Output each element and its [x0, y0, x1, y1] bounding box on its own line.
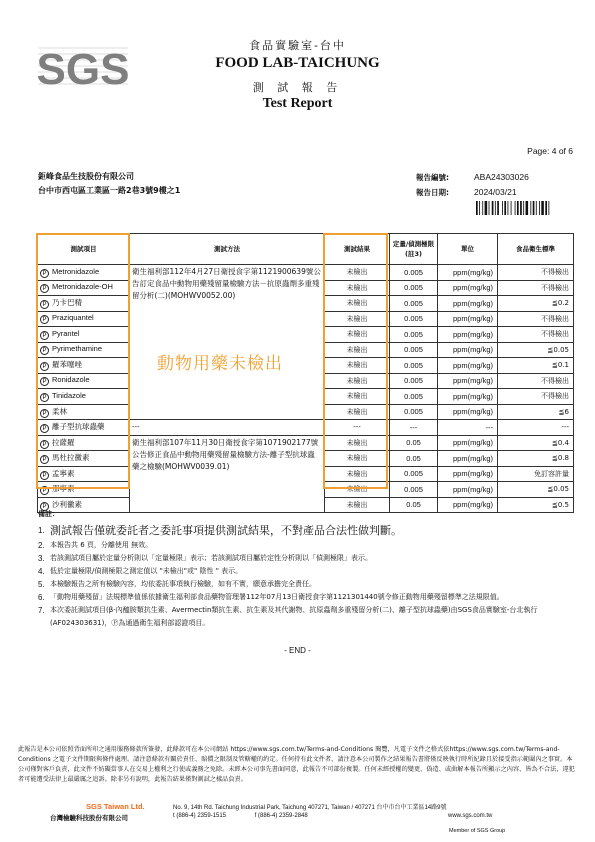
cell-unit: --- — [438, 420, 498, 436]
certified-mark-icon: P — [40, 471, 49, 480]
note-text: 若該測試項目屬於定量分析則以「定量極限」表示；若該測試項目屬於定性分析則以「偵測極限」表示。 — [50, 554, 372, 562]
cell-limit: 0.05 — [390, 451, 438, 467]
cell-unit: ppm(mg/kg) — [438, 404, 498, 420]
note-text: 本報告共 6 頁，分離使用 無效。 — [50, 541, 153, 549]
item-name: Pyrantel — [52, 328, 80, 338]
barcode — [476, 201, 570, 215]
cell-standard: 不得檢出 — [498, 327, 574, 343]
cell-standard: ≦0.2 — [498, 296, 574, 312]
cell-limit: 0.005 — [390, 373, 438, 389]
cell-result: 未檢出 — [325, 435, 390, 451]
cell-limit: --- — [390, 420, 438, 436]
note-item — [38, 591, 568, 604]
certified-mark-icon: P — [40, 315, 49, 324]
report-meta — [416, 170, 529, 200]
certified-mark-icon: P — [40, 486, 49, 495]
cell-standard: 不得檢出 — [498, 311, 574, 327]
cell-unit: ppm(mg/kg) — [438, 265, 498, 281]
page-number: Page: 4 of 6 — [527, 146, 573, 156]
col-method: 測試方法 — [130, 234, 325, 265]
certified-mark-icon: P — [40, 269, 49, 278]
client-info — [38, 170, 180, 198]
cell-result: 未檢出 — [325, 482, 390, 498]
note-text: 「動物用藥殘留」法規標準值係依據衛生福利部食品藥物管理署112年07月13日衛授食字第1121301440號令修正動物用藥殘留標準之法規限值。 — [50, 593, 504, 601]
cell-limit: 0.005 — [390, 280, 438, 296]
note-text: 本檢驗報告之所有檢驗內容，均依委託事項執行檢驗，如有不實，願意承擔完全責任。 — [50, 580, 316, 588]
note-number: 3. — [38, 554, 45, 563]
col-item: 測試項目 — [38, 234, 130, 265]
note-number: 5. — [38, 580, 45, 589]
footer-company-zh: 台灣檢驗科技股份有限公司 — [50, 814, 128, 822]
report-number: ABA24303026 — [474, 172, 529, 182]
cell-standard: 不得檢出 — [498, 265, 574, 281]
item-column-highlight — [36, 233, 130, 489]
cell-unit: ppm(mg/kg) — [438, 451, 498, 467]
cell-result: 未檢出 — [325, 451, 390, 467]
cell-method: --- — [130, 420, 325, 436]
item-name: 馬杜拉黴素 — [52, 453, 90, 463]
cell-unit: ppm(mg/kg) — [438, 435, 498, 451]
item-name: 那寧素 — [52, 484, 75, 494]
cell-standard: 免訂容許量 — [498, 466, 574, 482]
report-date: 2024/03/21 — [474, 187, 517, 197]
col-standard: 食品衛生標準 — [498, 234, 574, 265]
cell-unit: ppm(mg/kg) — [438, 389, 498, 405]
note-text: 本次委託測試項目(β-內醯胺類抗生素、Avermectin類抗生素、抗生素及其代謝物、抗原蟲劑多重殘留分析(二)、離子型抗球蟲藥)由SGS食品實驗室-台北執行(AF024303631)，Ⓟ為通過衛生福利部認證項目。 — [50, 606, 538, 627]
footer-fax: f (886-4) 2359-2848 — [254, 813, 308, 819]
cell-result: 未檢出 — [325, 296, 390, 312]
no-residue-stamp: 動物用藥未檢出 — [157, 354, 283, 374]
report-title-en: Test Report — [262, 96, 333, 111]
note-text: 低於定量極限/偵測極限之測定值以 "未檢出"或" 陰性 " 表示。 — [50, 567, 243, 575]
cell-limit: 0.005 — [390, 466, 438, 482]
item-name: 柔林 — [52, 406, 67, 416]
cell-method: 衛生福利部112年4月27日衛授食字第1121900639號公告訂定食品中動物用藥殘留量檢驗方法－抗原蟲劑多重殘留分析(二)(MOHWV0052.00) — [130, 265, 325, 420]
item-name: Pyrimethamine — [52, 344, 103, 354]
cell-result: 未檢出 — [325, 342, 390, 358]
certified-mark-icon: P — [40, 346, 49, 355]
cell-unit: ppm(mg/kg) — [438, 482, 498, 498]
col-limit: 定量/偵測極限(註3) — [390, 234, 438, 265]
cell-standard: ≦6 — [498, 404, 574, 420]
cell-method: 衛生福利部107年11月30日衛授食字第1071902177號公告修正食品中動物用藥殘留量檢驗方法-離子型抗球蟲藥之檢驗(MOHWV0039.01) — [130, 435, 325, 513]
certified-mark-icon: P — [40, 393, 49, 402]
item-name: Ronidazole — [52, 375, 90, 385]
item-name: 離子型抗球蟲藥 — [52, 422, 105, 432]
certified-mark-icon: P — [40, 502, 49, 511]
note-number: 6. — [38, 593, 45, 602]
client-address: 台中市西屯區工業區一路2巷3號9樓之1 — [38, 186, 181, 195]
cell-unit: ppm(mg/kg) — [438, 497, 498, 513]
cell-standard: ≦0.8 — [498, 451, 574, 467]
certified-mark-icon: P — [40, 377, 49, 386]
item-name: 拉薩羅 — [52, 437, 75, 447]
lab-name-en: FOOD LAB-TAICHUNG — [215, 55, 380, 71]
cell-standard: ≦0.5 — [498, 497, 574, 513]
certified-mark-icon: P — [40, 424, 49, 433]
certified-mark-icon: P — [40, 300, 49, 309]
cell-limit: 0.005 — [390, 482, 438, 498]
cell-result: 未檢出 — [325, 311, 390, 327]
col-result: 測試結果 — [325, 234, 390, 265]
cell-limit: 0.05 — [390, 435, 438, 451]
cell-result: 未檢出 — [325, 466, 390, 482]
certified-mark-icon: P — [40, 284, 49, 293]
report-date-label: 報告日期: — [416, 188, 449, 197]
footer-tel: t (886-4) 2359-1515 — [173, 813, 227, 819]
svg-text:SGS: SGS — [36, 45, 130, 90]
note-number: 1. — [38, 526, 45, 535]
report-number-label: 報告編號: — [416, 173, 449, 182]
cell-standard: ≦0.05 — [498, 342, 574, 358]
cell-unit: ppm(mg/kg) — [438, 358, 498, 374]
item-name: Tinidazole — [52, 390, 86, 400]
cell-limit: 0.005 — [390, 404, 438, 420]
footer-web: www.sgs.com.tw — [448, 813, 493, 819]
report-title-zh: 測 試 報 告 — [252, 81, 343, 94]
cell-result: --- — [325, 420, 390, 436]
cell-standard: ≦0.05 — [498, 482, 574, 498]
cell-limit: 0.005 — [390, 296, 438, 312]
footer-contact — [173, 813, 308, 819]
note-number: 2. — [38, 541, 45, 550]
cell-unit: ppm(mg/kg) — [438, 373, 498, 389]
certified-mark-icon: P — [40, 455, 49, 464]
cell-result: 未檢出 — [325, 280, 390, 296]
cell-result: 未檢出 — [325, 404, 390, 420]
cell-limit: 0.005 — [390, 327, 438, 343]
item-name: Metronidazole — [52, 266, 100, 276]
note-item — [38, 578, 568, 591]
note-number: 4. — [38, 567, 45, 576]
cell-unit: ppm(mg/kg) — [438, 466, 498, 482]
notes — [38, 508, 568, 630]
cell-standard: 不得檢出 — [498, 280, 574, 296]
cell-limit: 0.005 — [390, 389, 438, 405]
note-text: 測試報告僅就委託者之委託事項提供測試結果，不對產品合法性做判斷。 — [50, 524, 402, 537]
cell-standard: 不得檢出 — [498, 373, 574, 389]
cell-standard: --- — [498, 420, 574, 436]
col-unit: 單位 — [438, 234, 498, 265]
notes-title: 備註： — [38, 510, 59, 518]
footer-disclaimer: 此報告是本公司依照背面所印之通用服務條款所簽發，此條款可在本公司網站 https://www.sgs.com.tw/Terms-and-Conditions 閱覽，凡電子文件之格式依https://www.sgs.com.tw/Terms-and-Conditions 之電子文件期限與條件處理。請注意條款有關於責任、賠償之限制及管轄權的約定。任何持有此文件者，請注意本公司製作之結果報告書將僅反映執行時所紀錄且於接受指示範圍內之事實。本公司僅對客戶負責，此文件不妨礙當事人在交易上權利之行使或義務之免除。未經本公司事先書面同意，此報告不可部份複製。任何未經授權的變更、偽造、或曲解本報告所顯示之內容，皆為不合法，違犯者可能遭受法律上最嚴厲之追訴。除非另有說明，此報告結果僅對測試之樣品負責。 — [18, 746, 575, 783]
cell-limit: 0.005 — [390, 311, 438, 327]
end-marker: - END - — [284, 646, 311, 655]
cell-limit: 0.005 — [390, 265, 438, 281]
cell-unit: ppm(mg/kg) — [438, 327, 498, 343]
cell-limit: 0.005 — [390, 342, 438, 358]
cell-limit: 0.005 — [390, 358, 438, 374]
certified-mark-icon: P — [40, 409, 49, 418]
item-name: 乃卡巴精 — [52, 298, 82, 308]
item-name: 孟寧素 — [52, 468, 75, 478]
cell-result: 未檢出 — [325, 358, 390, 374]
cell-unit: ppm(mg/kg) — [438, 311, 498, 327]
cell-unit: ppm(mg/kg) — [438, 280, 498, 296]
cell-standard: ≦0.1 — [498, 358, 574, 374]
cell-result: 未檢出 — [325, 265, 390, 281]
lab-name-zh: 食品實驗室-台中 — [249, 39, 346, 52]
cell-result: 未檢出 — [325, 389, 390, 405]
cell-limit: 0.05 — [390, 497, 438, 513]
cell-result: 未檢出 — [325, 497, 390, 513]
certified-mark-icon: P — [40, 362, 49, 371]
certified-mark-icon: P — [40, 331, 49, 340]
note-number: 7. — [38, 606, 45, 615]
note-item — [38, 565, 568, 578]
client-name: 鉅峰食品生技股份有限公司 — [38, 172, 134, 181]
cell-standard: ≦0.4 — [498, 435, 574, 451]
footer-address: No. 9, 14th Rd. Taichung Industrial Park, Taichung 407271, Taiwan / 407271 台中市台中工業區14路9號 — [173, 805, 447, 811]
cell-unit: ppm(mg/kg) — [438, 296, 498, 312]
cell-unit: ppm(mg/kg) — [438, 342, 498, 358]
note-item — [38, 539, 568, 552]
result-column-highlight — [323, 233, 388, 489]
cell-result: 未檢出 — [325, 327, 390, 343]
footer-company-en: SGS Taiwan Ltd. — [86, 802, 145, 811]
footer-member: Member of SGS Group — [449, 828, 506, 834]
note-item — [38, 523, 568, 539]
item-name: Praziquantel — [52, 313, 94, 323]
item-name: Metronidazole-OH — [52, 282, 113, 292]
certified-mark-icon: P — [40, 440, 49, 449]
cell-standard: 不得檢出 — [498, 389, 574, 405]
note-item — [38, 604, 568, 630]
item-name: 沙利黴素 — [52, 499, 82, 509]
note-item — [38, 552, 568, 565]
item-name: 羅苯噻唑 — [52, 360, 82, 370]
cell-result: 未檢出 — [325, 373, 390, 389]
